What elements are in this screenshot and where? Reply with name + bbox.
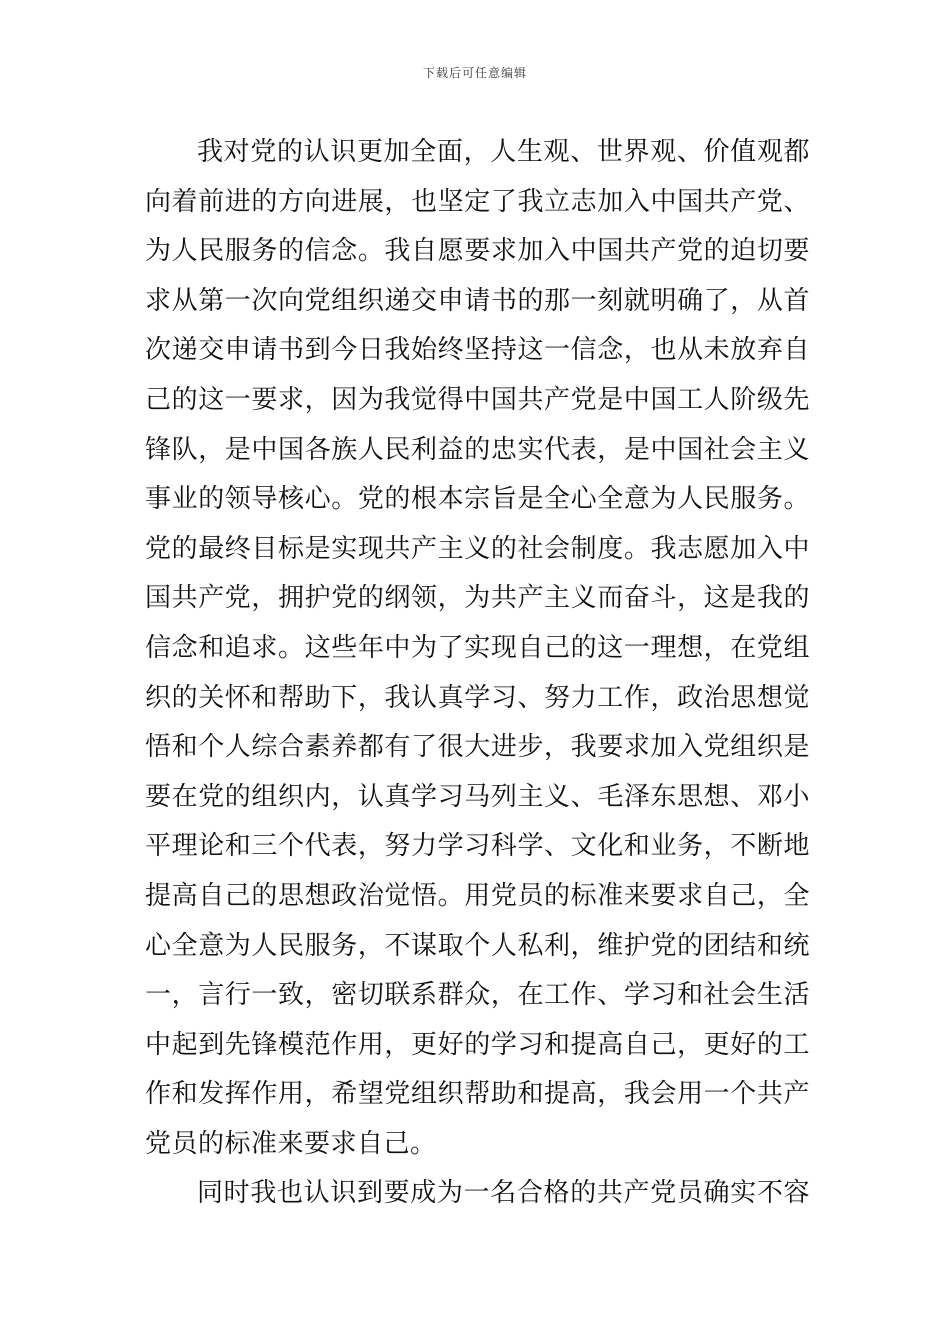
text-line: 作和发挥作用，希望党组织帮助和提高，我会用一个共产 — [145, 1079, 810, 1110]
text-line: 中起到先锋模范作用，更好的学习和提高自己，更好的工 — [145, 1029, 810, 1060]
text-line: 一，言行一致，密切联系群众，在工作、学习和社会生活 — [145, 980, 810, 1011]
text-line: 信念和追求。这些年中为了实现自己的这一理想，在党组 — [145, 632, 810, 663]
text-line: 织的关怀和帮助下，我认真学习、努力工作，政治思想觉 — [145, 682, 810, 713]
text-line: 党员的标准来要求自己。 — [145, 1128, 437, 1159]
text-line: 为人民服务的信念。我自愿要求加入中国共产党的迫切要 — [145, 236, 810, 267]
text-line: 提高自己的思想政治觉悟。用党员的标准来要求自己，全 — [145, 880, 810, 911]
text-line: 国共产党，拥护党的纲领，为共产主义而奋斗，这是我的 — [145, 583, 810, 614]
text-line: 我对党的认识更加全面，人生观、世界观、价值观都 — [197, 137, 810, 167]
text-line: 次递交申请书到今日我始终坚持这一信念，也从未放弃自 — [145, 335, 810, 366]
text-line: 党的最终目标是实现共产主义的社会制度。我志愿加入中 — [145, 533, 810, 564]
text-line: 同时我也认识到要成为一名合格的共产党员确实不容 — [197, 1178, 810, 1209]
text-line: 求从第一次向党组织递交申请书的那一刻就明确了，从首 — [145, 285, 810, 316]
text-line: 锋队，是中国各族人民利益的忠实代表，是中国社会主义 — [145, 434, 810, 465]
page-header: 下载后可任意编辑 — [422, 66, 527, 80]
text-line: 悟和个人综合素养都有了很大进步，我要求加入党组织是 — [145, 732, 810, 763]
text-line: 要在党的组织内，认真学习马列主义、毛泽东思想、邓小 — [145, 781, 810, 812]
text-line: 向着前进的方向进展，也坚定了我立志加入中国共产党、 — [145, 186, 810, 217]
text-line: 事业的领导核心。党的根本宗旨是全心全意为人民服务。 — [145, 484, 810, 515]
text-line: 平理论和三个代表，努力学习科学、文化和业务，不断地 — [145, 831, 810, 862]
text-line: 己的这一要求，因为我觉得中国共产党是中国工人阶级先 — [145, 384, 810, 415]
body-text — [145, 128, 810, 1219]
text-line: 心全意为人民服务，不谋取个人私利，维护党的团结和统 — [145, 930, 810, 961]
